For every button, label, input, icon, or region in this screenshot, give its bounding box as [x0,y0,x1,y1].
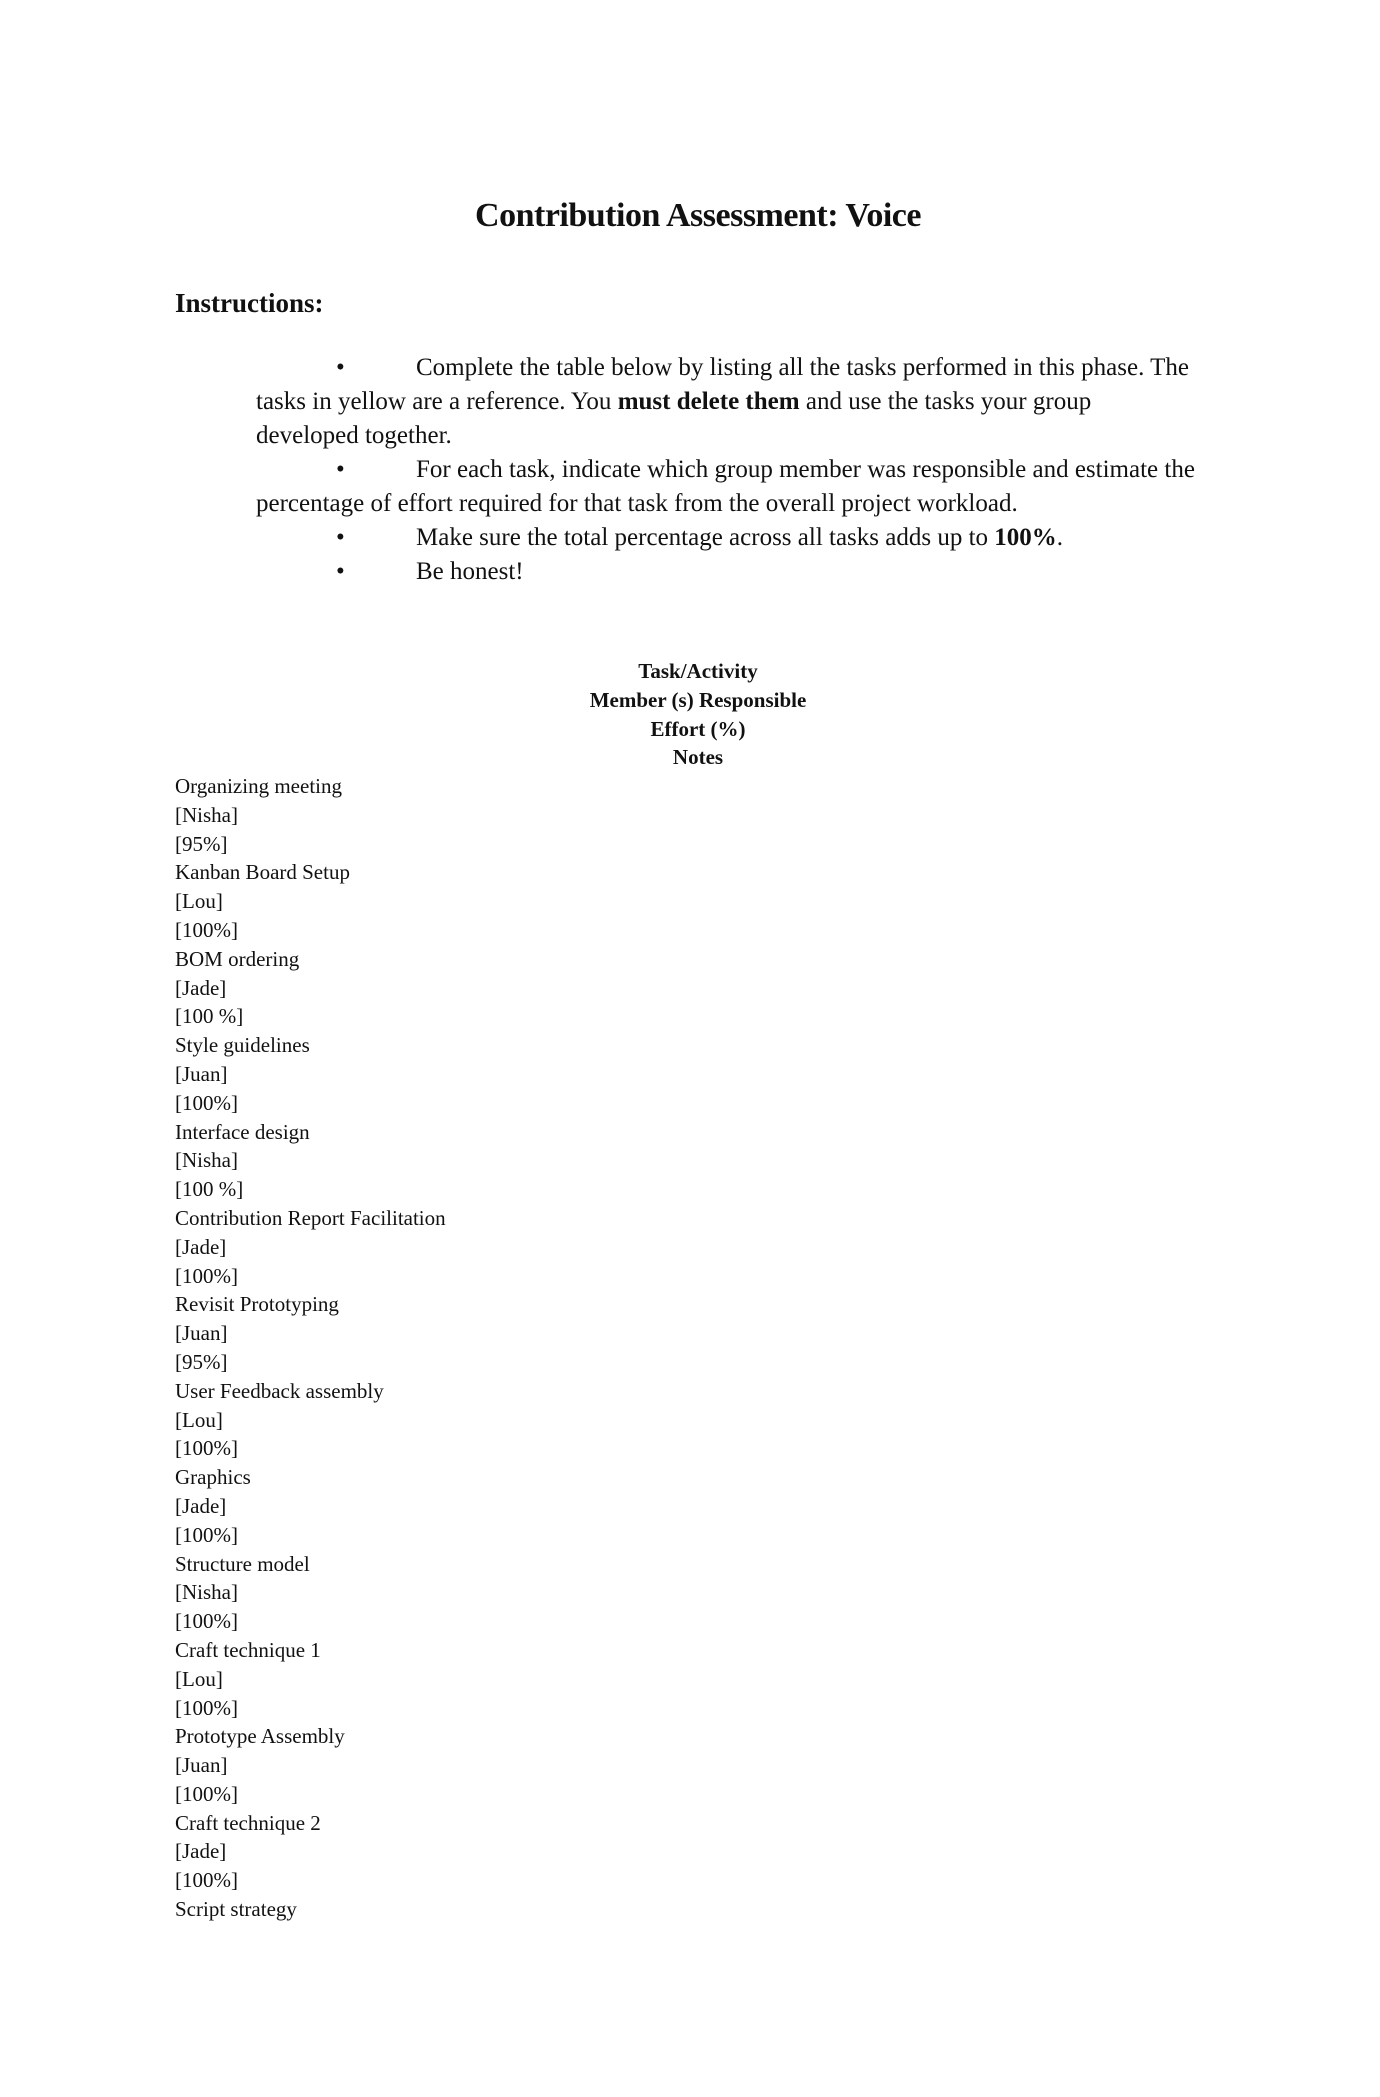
table-row [175,1377,446,1463]
effort-cell: [100 %] [175,1004,244,1029]
document-title: Contribution Assessment: Voice [475,197,921,234]
instruction-item [256,521,1196,555]
bullet-icon: • [336,558,345,585]
member-cell: [Nisha] [175,1580,238,1605]
member-cell: [Juan] [175,1061,228,1086]
table-row [175,1290,446,1376]
task-cell: Organizing meeting [175,774,342,798]
task-cell: BOM ordering [175,946,300,971]
member-cell: [Jade] [175,1493,227,1518]
member-cell: [Juan] [175,1753,228,1778]
table-row [175,1031,446,1117]
task-cell: Prototype Assembly [175,1724,345,1749]
task-cell: Style guidelines [175,1033,310,1058]
member-cell: [Jade] [175,1839,227,1864]
task-cell: Script strategy [175,1897,297,1922]
bullet-icon: • [336,524,345,551]
member-cell: [Lou] [175,889,223,914]
effort-cell: [95%] [175,831,228,856]
effort-cell: [100%] [175,1868,238,1893]
table-row [175,1895,446,1924]
effort-cell: [100%] [175,917,238,942]
table-row [175,772,446,858]
instruction-emphasis: must delete them [617,388,800,415]
header-effort: Effort (%) [650,716,746,741]
task-cell: Kanban Board Setup [175,860,350,885]
task-cell: Graphics [175,1465,251,1490]
instruction-item [256,555,1196,589]
table-row [175,1722,446,1808]
instruction-text: Complete the table below by listing all the tasks performed in this phase. The tasks in yellow are a reference. You [256,354,1189,415]
bullet-icon: • [336,456,345,483]
task-cell: Contribution Report Facilitation [175,1205,446,1230]
effort-cell: [100%] [175,1781,238,1806]
header-task-activity: Task/Activity [638,659,758,683]
instruction-emphasis: 100% [994,524,1057,551]
instruction-text: Make sure the total percentage across all tasks adds up to [416,524,995,551]
table-header [0,657,1380,772]
table-row [175,1636,446,1722]
member-cell: [Jade] [175,1234,227,1259]
header-notes: Notes [672,745,724,770]
member-cell: [Nisha] [175,1148,238,1173]
table-row [175,945,446,1031]
task-cell: User Feedback assembly [175,1378,384,1403]
member-cell: [Jade] [175,975,227,1000]
bullet-icon: • [336,354,345,381]
instruction-item [256,453,1196,521]
table-row [175,1118,446,1204]
header-member-responsible: Member (s) Responsible [589,687,807,712]
effort-cell: [100%] [175,1436,238,1461]
task-cell: Structure model [175,1551,310,1576]
task-cell: Craft technique 2 [175,1810,321,1835]
instructions-list [256,351,1196,589]
effort-cell: [100%] [175,1090,238,1115]
table-row [175,1809,446,1895]
effort-cell: [100%] [175,1522,238,1547]
instruction-text: Be honest! [416,558,524,585]
effort-cell: [100%] [175,1695,238,1720]
instruction-text: For each task, indicate which group member was responsible and estimate the percentage of effort required for that task from the overall project workload. [256,456,1195,517]
effort-cell: [100%] [175,1263,238,1288]
effort-cell: [100 %] [175,1177,244,1202]
member-cell: [Lou] [175,1666,223,1691]
task-cell: Craft technique 1 [175,1637,321,1662]
effort-cell: [100%] [175,1609,238,1634]
instructions-heading: Instructions: [175,288,324,318]
table-row [175,1550,446,1636]
member-cell: [Juan] [175,1321,228,1346]
task-cell: Interface design [175,1119,310,1144]
effort-cell: [95%] [175,1349,228,1374]
table-row [175,1204,446,1290]
member-cell: [Lou] [175,1407,223,1432]
table-row [175,858,446,944]
task-cell: Revisit Prototyping [175,1292,339,1317]
instruction-text: . [1056,524,1064,551]
member-cell: [Nisha] [175,802,238,827]
table-row [175,1463,446,1549]
instruction-item [256,351,1196,453]
task-rows [175,772,446,1924]
instruction-text: and use the tasks your group developed together. [256,388,1092,449]
